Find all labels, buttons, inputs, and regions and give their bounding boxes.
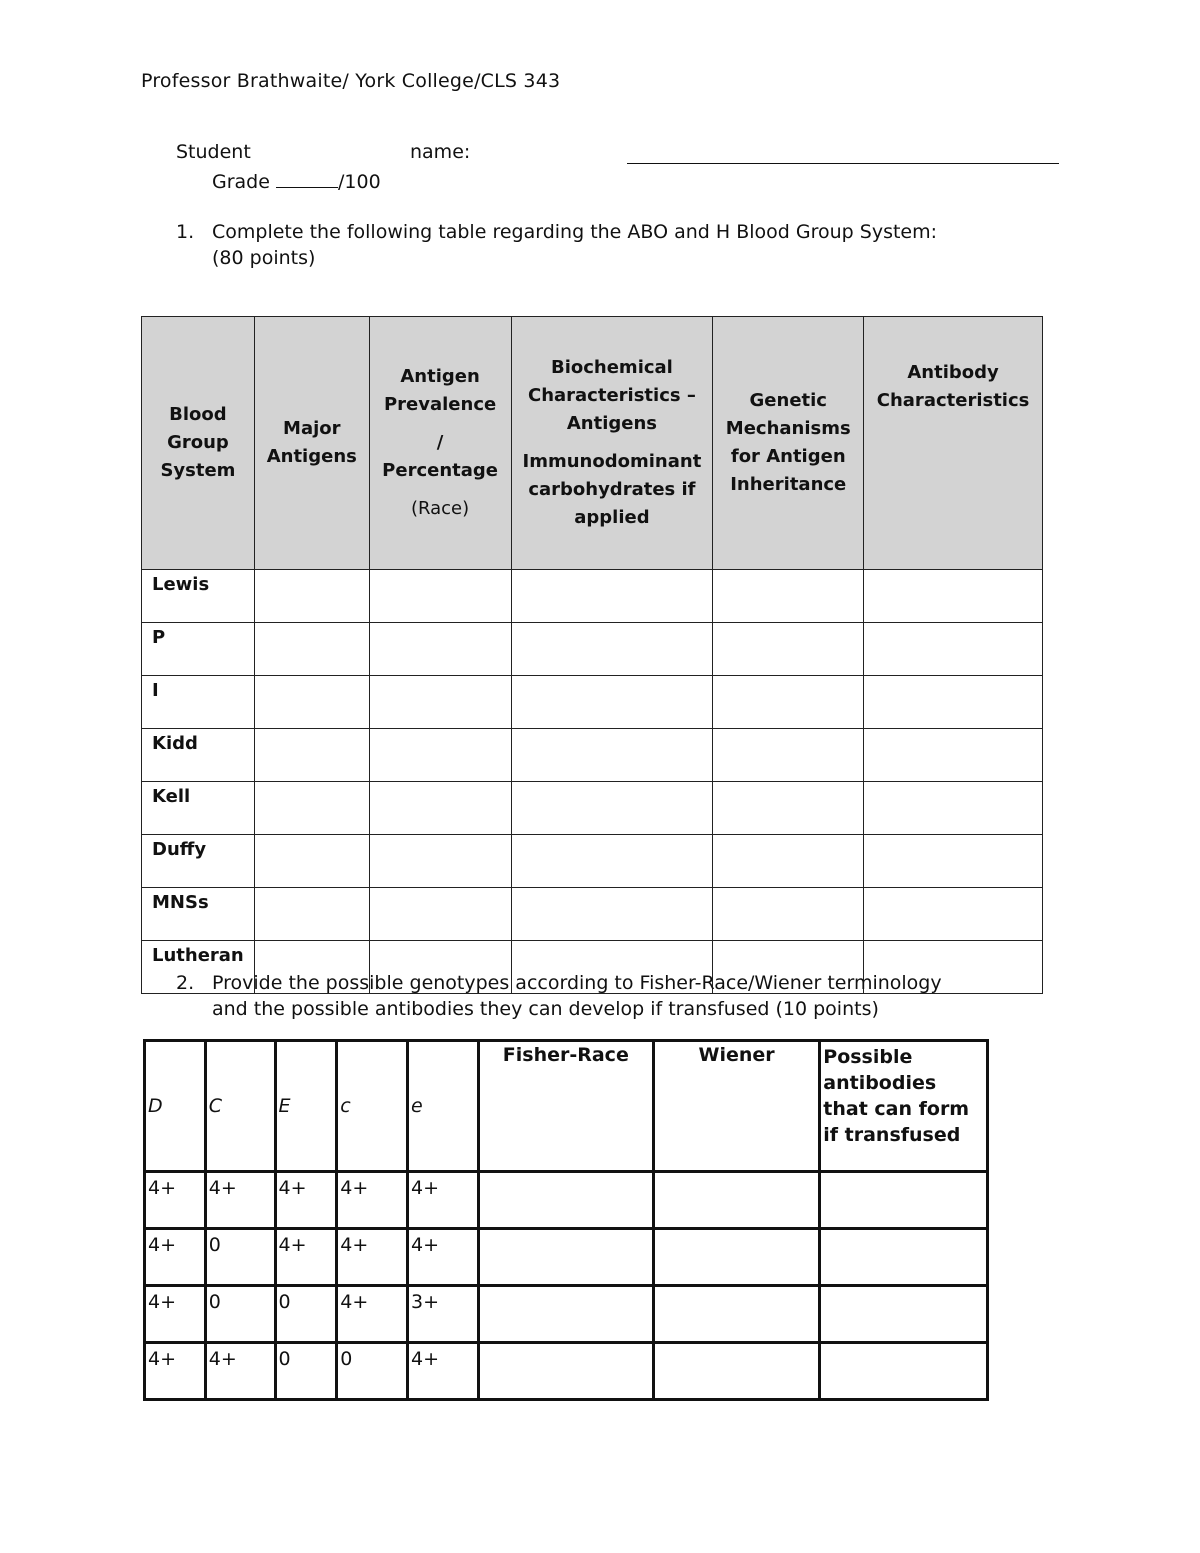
answer-cell[interactable] (254, 623, 369, 676)
reaction-cell: 4+ (145, 1172, 206, 1229)
header-line: carbohydrates if (528, 479, 696, 500)
answer-cell[interactable] (864, 888, 1043, 941)
document-header: Professor Brathwaite/ York College/CLS 343 (141, 70, 561, 92)
answer-cell[interactable] (864, 623, 1043, 676)
name-label: name: (410, 141, 471, 163)
answer-cell[interactable] (511, 888, 713, 941)
header-line: antibodies (823, 1072, 937, 1094)
reaction-cell: 0 (275, 1343, 337, 1400)
answer-cell[interactable] (254, 782, 369, 835)
reaction-cell: 0 (205, 1229, 275, 1286)
row-label: Lewis (142, 570, 255, 623)
header-e-lower: e (407, 1041, 478, 1172)
answer-cell[interactable] (511, 729, 713, 782)
answer-cell[interactable] (369, 729, 511, 782)
answer-cell[interactable] (820, 1286, 988, 1343)
answer-cell[interactable] (713, 570, 864, 623)
header-biochemical-characteristics (511, 317, 713, 570)
header-line: Blood (169, 404, 227, 425)
reaction-cell: 4+ (407, 1343, 478, 1400)
answer-cell[interactable] (511, 835, 713, 888)
row-label: P (142, 623, 255, 676)
reaction-cell: 0 (337, 1343, 408, 1400)
header-c-upper: C (205, 1041, 275, 1172)
question-1-text-line1: Complete the following table regarding the ABO and H Blood Group System: (212, 221, 938, 243)
answer-cell[interactable] (653, 1286, 819, 1343)
answer-cell[interactable] (369, 835, 511, 888)
row-label: MNSs (142, 888, 255, 941)
reaction-cell: 0 (275, 1286, 337, 1343)
answer-cell[interactable] (713, 888, 864, 941)
reaction-cell: 4+ (205, 1172, 275, 1229)
table-row (145, 1286, 988, 1343)
header-genetic-mechanisms (713, 317, 864, 570)
answer-cell[interactable] (864, 835, 1043, 888)
header-line: for Antigen (730, 446, 846, 467)
student-label: Student (176, 141, 251, 163)
header-possible-antibodies (820, 1041, 988, 1172)
table-row (142, 729, 1043, 782)
header-line: Major (283, 418, 341, 439)
table-row (142, 676, 1043, 729)
table-row (142, 888, 1043, 941)
table-row (145, 1229, 988, 1286)
answer-cell[interactable] (713, 729, 864, 782)
question-2-text-line2: and the possible antibodies they can develop if transfused (10 points) (212, 998, 879, 1020)
question-1 (176, 219, 1076, 271)
header-line: Possible (823, 1046, 913, 1068)
genotype-table-header (145, 1041, 988, 1172)
question-2-number: 2. (176, 972, 195, 994)
answer-cell[interactable] (820, 1172, 988, 1229)
answer-cell[interactable] (369, 888, 511, 941)
header-antigen-prevalence (369, 317, 511, 570)
header-line: Inheritance (730, 474, 847, 495)
answer-cell[interactable] (254, 888, 369, 941)
answer-cell[interactable] (254, 570, 369, 623)
table-row (142, 782, 1043, 835)
grade-line (212, 171, 381, 193)
answer-cell[interactable] (864, 729, 1043, 782)
header-blood-group-system (142, 317, 255, 570)
header-line: Genetic (749, 390, 827, 411)
answer-cell[interactable] (369, 782, 511, 835)
header-d: D (145, 1041, 206, 1172)
blood-group-table (141, 316, 1043, 994)
answer-cell[interactable] (254, 729, 369, 782)
answer-cell[interactable] (369, 676, 511, 729)
answer-cell[interactable] (820, 1343, 988, 1400)
answer-cell[interactable] (864, 782, 1043, 835)
row-label: Duffy (142, 835, 255, 888)
header-line: Antigens (566, 413, 657, 434)
header-line: applied (574, 507, 650, 528)
answer-cell[interactable] (864, 676, 1043, 729)
question-2 (176, 970, 1076, 1022)
header-line: Prevalence (383, 394, 497, 415)
answer-cell[interactable] (653, 1343, 819, 1400)
header-line: that can form (823, 1098, 970, 1120)
header-c-lower: c (337, 1041, 408, 1172)
question-2-text-line1: Provide the possible genotypes according to Fisher-Race/Wiener terminology (212, 972, 942, 994)
header-line: Mechanisms (725, 418, 851, 439)
answer-cell[interactable] (713, 676, 864, 729)
reaction-cell: 4+ (407, 1229, 478, 1286)
answer-cell[interactable] (254, 835, 369, 888)
header-line: Percentage (382, 460, 498, 481)
header-antibody-characteristics (864, 317, 1043, 570)
header-line: Characteristics (876, 390, 1030, 411)
reaction-cell: 4+ (275, 1172, 337, 1229)
row-label: Kidd (142, 729, 255, 782)
answer-cell[interactable] (254, 676, 369, 729)
reaction-cell: 4+ (337, 1172, 408, 1229)
answer-cell[interactable] (369, 570, 511, 623)
header-fisher-race: Fisher-Race (478, 1041, 653, 1172)
answer-cell[interactable] (511, 782, 713, 835)
header-line: Antigens (266, 446, 357, 467)
reaction-cell: 4+ (407, 1172, 478, 1229)
answer-cell[interactable] (478, 1343, 653, 1400)
header-wiener: Wiener (653, 1041, 819, 1172)
row-label: I (142, 676, 255, 729)
header-major-antigens (254, 317, 369, 570)
header-line: Biochemical (550, 357, 673, 378)
row-label: Kell (142, 782, 255, 835)
grade-field[interactable] (276, 171, 338, 188)
header-line: Immunodominant (522, 451, 702, 472)
answer-cell[interactable] (511, 570, 713, 623)
answer-cell[interactable] (864, 570, 1043, 623)
question-1-number: 1. (176, 221, 195, 243)
table-row (145, 1172, 988, 1229)
answer-cell[interactable] (478, 1286, 653, 1343)
reaction-cell: 3+ (407, 1286, 478, 1343)
answer-cell[interactable] (713, 623, 864, 676)
reaction-cell: 4+ (275, 1229, 337, 1286)
reaction-cell: 4+ (145, 1229, 206, 1286)
answer-cell[interactable] (653, 1229, 819, 1286)
header-line: if transfused (823, 1124, 961, 1146)
header-line: Antibody (907, 362, 999, 383)
table-row (142, 570, 1043, 623)
header-line: / (436, 432, 444, 453)
reaction-cell: 4+ (205, 1343, 275, 1400)
header-e-upper: E (275, 1041, 337, 1172)
answer-cell[interactable] (478, 1172, 653, 1229)
answer-cell[interactable] (369, 623, 511, 676)
reaction-cell: 4+ (337, 1229, 408, 1286)
row-label: Lutheran (142, 941, 255, 994)
header-line: Group (167, 432, 229, 453)
answer-cell[interactable] (478, 1229, 653, 1286)
table-row (142, 623, 1043, 676)
table-row (142, 835, 1043, 888)
genotype-table (143, 1039, 989, 1401)
answer-cell[interactable] (713, 782, 864, 835)
answer-cell[interactable] (713, 835, 864, 888)
reaction-cell: 4+ (337, 1286, 408, 1343)
header-line: System (160, 460, 236, 481)
header-line: (Race) (411, 498, 470, 519)
reaction-cell: 4+ (145, 1286, 206, 1343)
grade-suffix: /100 (337, 171, 381, 193)
grade-label: Grade (212, 171, 270, 193)
answer-cell[interactable] (653, 1172, 819, 1229)
header-line: Characteristics – (527, 385, 696, 406)
reaction-cell: 0 (205, 1286, 275, 1343)
answer-cell[interactable] (511, 623, 713, 676)
answer-cell[interactable] (511, 676, 713, 729)
answer-cell[interactable] (820, 1229, 988, 1286)
student-name-field[interactable] (627, 163, 1059, 164)
question-1-text-line2: (80 points) (212, 247, 316, 269)
table-row (145, 1343, 988, 1400)
header-line: Antigen (400, 366, 480, 387)
blood-group-table-header (142, 317, 1043, 570)
reaction-cell: 4+ (145, 1343, 206, 1400)
